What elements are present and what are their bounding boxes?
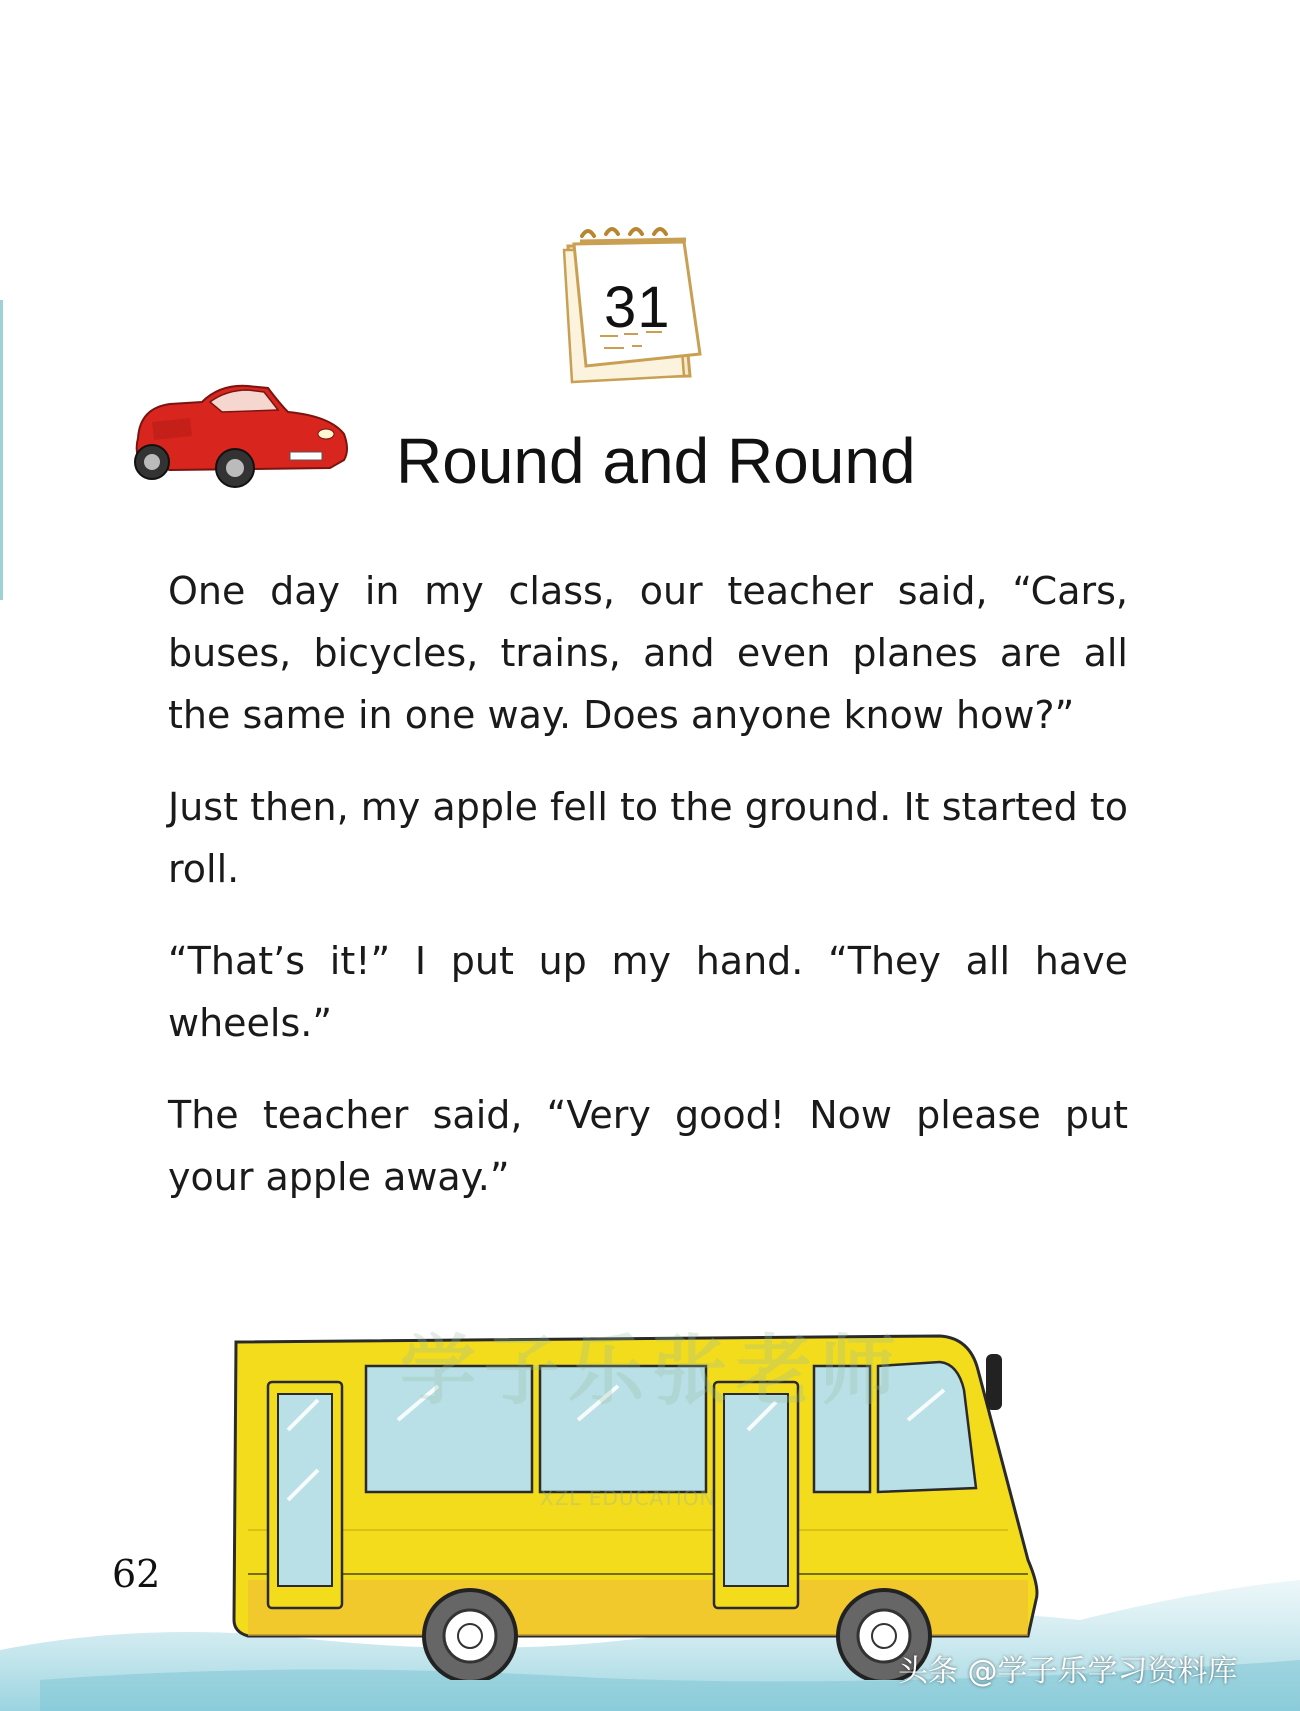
story-paragraph-3: “That’s it!” I put up my hand. “They all have wheels.” bbox=[168, 939, 1128, 1045]
calendar-illustration bbox=[560, 226, 710, 396]
car-icon bbox=[130, 378, 355, 490]
source-credit: 头条 @学子乐学习资料库 bbox=[898, 1654, 1238, 1689]
page-edge-strip bbox=[0, 300, 3, 600]
watermark-chinese: 学子乐张老师 bbox=[400, 1326, 904, 1415]
lesson-title: Round and Round bbox=[396, 425, 916, 497]
page-number: 62 bbox=[112, 1552, 161, 1596]
story-paragraph-4: The teacher said, “Very good! Now please put your apple away.” bbox=[168, 1093, 1128, 1199]
story-paragraph-1: One day in my class, our teacher said, “Cars, buses, bicycles, trains, and even planes are all the same in one way. Does anyone know how?” bbox=[168, 569, 1128, 737]
red-car-illustration bbox=[130, 378, 355, 490]
lesson-number: 31 bbox=[604, 275, 671, 340]
story-text bbox=[168, 560, 1128, 1238]
story-paragraph-2: Just then, my apple fell to the ground. It started to roll. bbox=[168, 785, 1128, 891]
watermark-english: XZL EDUCATION bbox=[540, 1486, 716, 1510]
